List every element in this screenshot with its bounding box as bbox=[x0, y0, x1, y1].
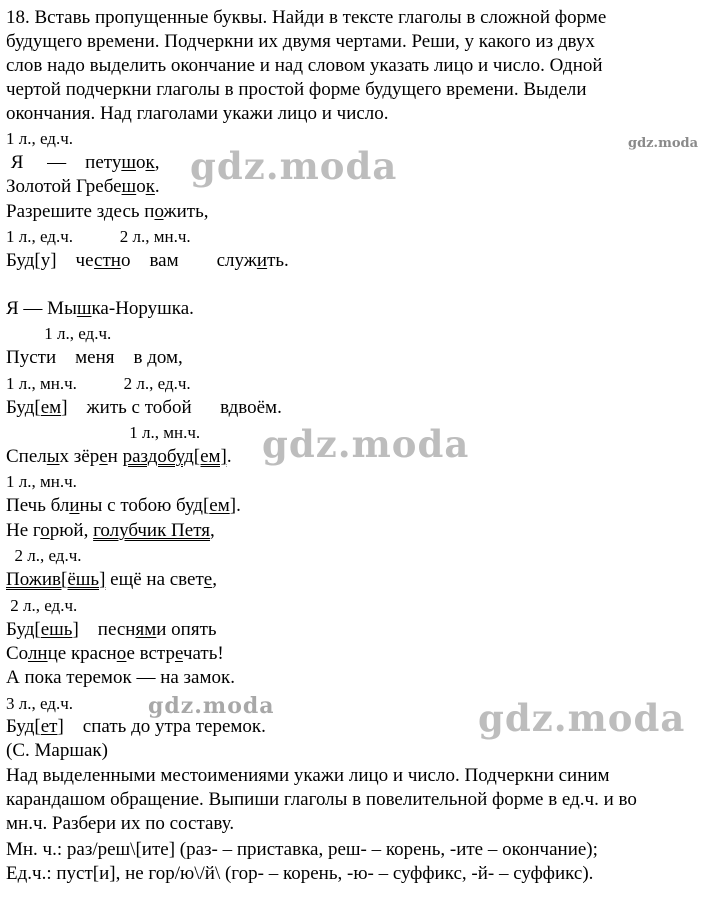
annotation-3: 1 л., ед.ч. bbox=[6, 324, 112, 343]
watermark-top: gdz.moda bbox=[190, 144, 398, 188]
task2-line-5: Ед.ч.: пуст[и], не гор/ю\/й\ (гор- – корень, -ю- – суффикс, -й- – суффикс). bbox=[6, 863, 594, 884]
annotation-4: 1 л., мн.ч. 2 л., ед.ч. bbox=[6, 374, 191, 393]
poem-line-12: Буд[ешь] песнями опять bbox=[6, 619, 217, 640]
poem-line-7: Буд[ем] жить с тобой вдвоём. bbox=[6, 397, 282, 418]
task2-line-4: Мн. ч.: раз/реш\[ите] (раз- – приставка, реш- – корень, -ите – окончание); bbox=[6, 839, 598, 860]
annotation-1: 1 л., ед.ч. bbox=[6, 129, 74, 148]
annotation-8: 2 л., ед.ч. bbox=[6, 596, 78, 615]
poem-author: (С. Маршак) bbox=[6, 740, 108, 761]
poem-line-2: Золотой Гребешок. bbox=[6, 176, 160, 197]
task-line-1: 18. Вставь пропущенные буквы. Найди в тексте глаголы в сложной форме bbox=[6, 7, 607, 28]
annotation-9: 3 л., ед.ч. bbox=[6, 694, 74, 713]
task-line-5: окончания. Над глаголами укажи лицо и число. bbox=[6, 103, 389, 124]
poem-line-8: Спелых зёрен раздобуд[ем]. bbox=[6, 446, 232, 467]
poem-line-1: Я — петушок, bbox=[6, 152, 160, 173]
annotation-7: 2 л., ед.ч. bbox=[6, 546, 82, 565]
task2-line-2: карандашом обращение. Выпиши глаголы в повелительной форме в ед.ч. и во bbox=[6, 789, 637, 810]
watermark-bottom: gdz.moda bbox=[478, 696, 686, 740]
task-line-2: будущего времени. Подчеркни их двумя чертами. Реши, у какого из двух bbox=[6, 31, 595, 52]
poem-line-5: Я — Мышка-Норушка. bbox=[6, 298, 194, 319]
task2-line-3: мн.ч. Разбери их по составу. bbox=[6, 813, 235, 834]
poem-line-11: Пожив[ёшь] ещё на свете, bbox=[6, 569, 217, 590]
task2-line-1: Над выделенными местоимениями укажи лицо и число. Подчеркни синим bbox=[6, 765, 610, 786]
task-line-3: слов надо выделить окончание и над словом указать лицо и число. Одной bbox=[6, 55, 603, 76]
poem-line-15: Буд[ет] спать до утра теремок. bbox=[6, 716, 266, 737]
poem-line-3: Разрешите здесь пожить, bbox=[6, 201, 209, 222]
annotation-2: 1 л., ед.ч. 2 л., мн.ч. bbox=[6, 227, 191, 246]
poem-line-14: А пока теремок — на замок. bbox=[6, 667, 235, 688]
poem-line-9: Печь блины с тобою буд[ем]. bbox=[6, 495, 241, 516]
poem-line-13: Солнце красное встречать! bbox=[6, 643, 224, 664]
poem-line-6: Пусти меня в дом, bbox=[6, 347, 183, 368]
watermark-small-top: gdz.moda bbox=[628, 136, 699, 151]
poem-line-10: Не горюй, голубчик Петя, bbox=[6, 520, 215, 541]
task-line-4: чертой подчеркни глаголы в простой форме будущего времени. Выдели bbox=[6, 79, 587, 100]
watermark-small-bottom: gdz.moda bbox=[148, 693, 275, 719]
annotation-6: 1 л., мн.ч. bbox=[6, 472, 77, 491]
watermark-middle: gdz.moda bbox=[262, 422, 470, 466]
annotation-5: 1 л., мн.ч. bbox=[6, 423, 201, 442]
poem-line-4: Буд[у] честно вам служить. bbox=[6, 250, 289, 271]
